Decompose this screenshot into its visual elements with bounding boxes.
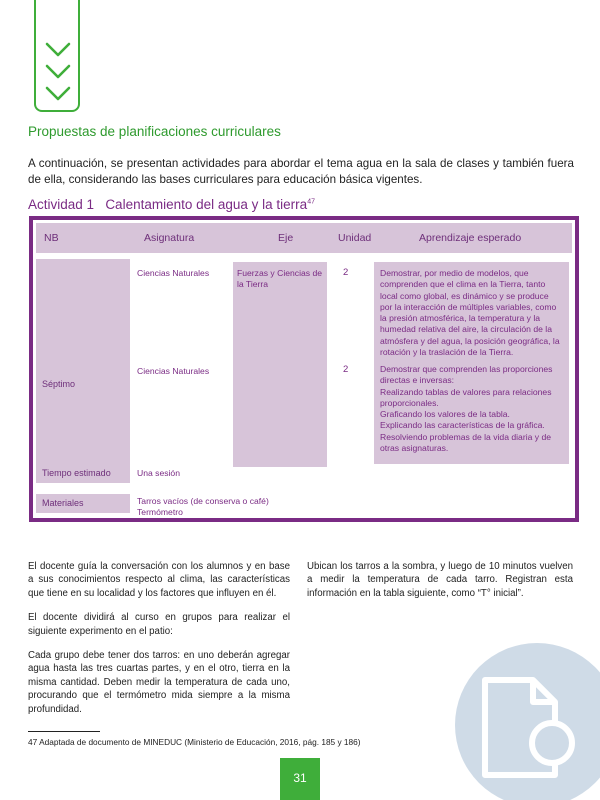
activity-title [28,197,315,212]
tiempo-label: Tiempo estimado [42,468,111,478]
nivel-cell [36,259,130,464]
nivel-value: Séptimo [42,379,76,389]
tiempo-label-cell [36,464,130,483]
row1-aprendizaje: Demostrar, por medio de modelos, que comprenden que el clima en la Tierra, tanto local como global, es dinámico y se produce por la interacción de múltiples variables, como la presión atmosférica, la temperatura y la humedad relativa del aire, la circulación de la atmósfera y del agua, la posición geográfica, la rotación y la traslación de la Tierra. [380,268,560,358]
row1-unidad: 2 [343,267,349,278]
body-right-column [307,560,573,611]
row2-asignatura: Ciencias Naturales [137,366,210,376]
body-left-column [28,560,290,727]
aprendizaje-cell [374,262,569,464]
section-title: Propuestas de planificaciones curriculares [28,124,281,139]
row1-eje-cell [233,262,327,467]
materiales-label-cell [36,494,130,513]
document-magnifier-icon [455,640,600,800]
row1-eje: Fuerzas y Ciencias de la Tierra [237,268,323,290]
footnote-divider [28,731,100,732]
body-paragraph: Cada grupo debe tener dos tarros: en uno deberán agregar agua hasta las tres cuartas partes, y en el otro, tierra en la misma cantidad. Deben medir la temperatura de cada uno, procurando que el termómetro mida siempre a la misma profundidad. [28,650,290,715]
activity-name: Calentamiento del agua y la tierra [105,197,308,212]
table-header-row [36,223,572,253]
page-number: 31 [280,758,320,800]
activity-label: Actividad 1 [28,197,95,212]
header-nb: NB [44,232,59,244]
body-paragraph: Ubican los tarros a la sombra, y luego de 10 minutos vuelven a medir la temperatura de cada tarro. Registran esta información en la tabla siguiente, como “T° inicial”. [307,561,573,599]
intro-paragraph: A continuación, se presentan actividades para abordar el tema agua en la sala de clases y también fuera de ella, considerando las bases curriculares para educación básica vigentes. [28,157,574,186]
materiales-label: Materiales [42,498,84,508]
curriculum-table [29,216,579,522]
materiales-value: Tarros vacíos (de conserva o café) Termómetro [137,496,269,518]
footnote: 47 Adaptada de documento de MINEDUC (Ministerio de Educación, 2016, pág. 185 y 186) [28,737,361,747]
header-asignatura: Asignatura [144,232,195,244]
header-eje: Eje [278,232,294,244]
row1-asignatura: Ciencias Naturales [137,268,210,278]
tiempo-value: Una sesión [137,468,180,478]
header-unidad: Unidad [338,232,372,244]
row2-aprendizaje: Demostrar que comprenden las proporciones directas e inversas: Realizando tablas de valores para relaciones proporcionales. Graficando los valores de la tabla. Explicando las características de la gráfica. Resolviendo problemas de la vida diaria y de otras asignaturas. [380,364,553,454]
row2-unidad: 2 [343,364,349,375]
body-paragraph: El docente dividirá al curso en grupos para realizar el siguiente experimento en el patio: [28,612,290,637]
logo-tab [34,0,80,112]
body-paragraph: El docente guía la conversación con los alumnos y en base a sus conocimientos respecto al clima, las características que tiene en su localidad y los factores que influyen en él. [28,561,290,599]
header-aprendizaje: Aprendizaje esperado [419,232,522,244]
footnote-ref: 47 [307,198,315,206]
triple-check-icon [44,38,72,108]
